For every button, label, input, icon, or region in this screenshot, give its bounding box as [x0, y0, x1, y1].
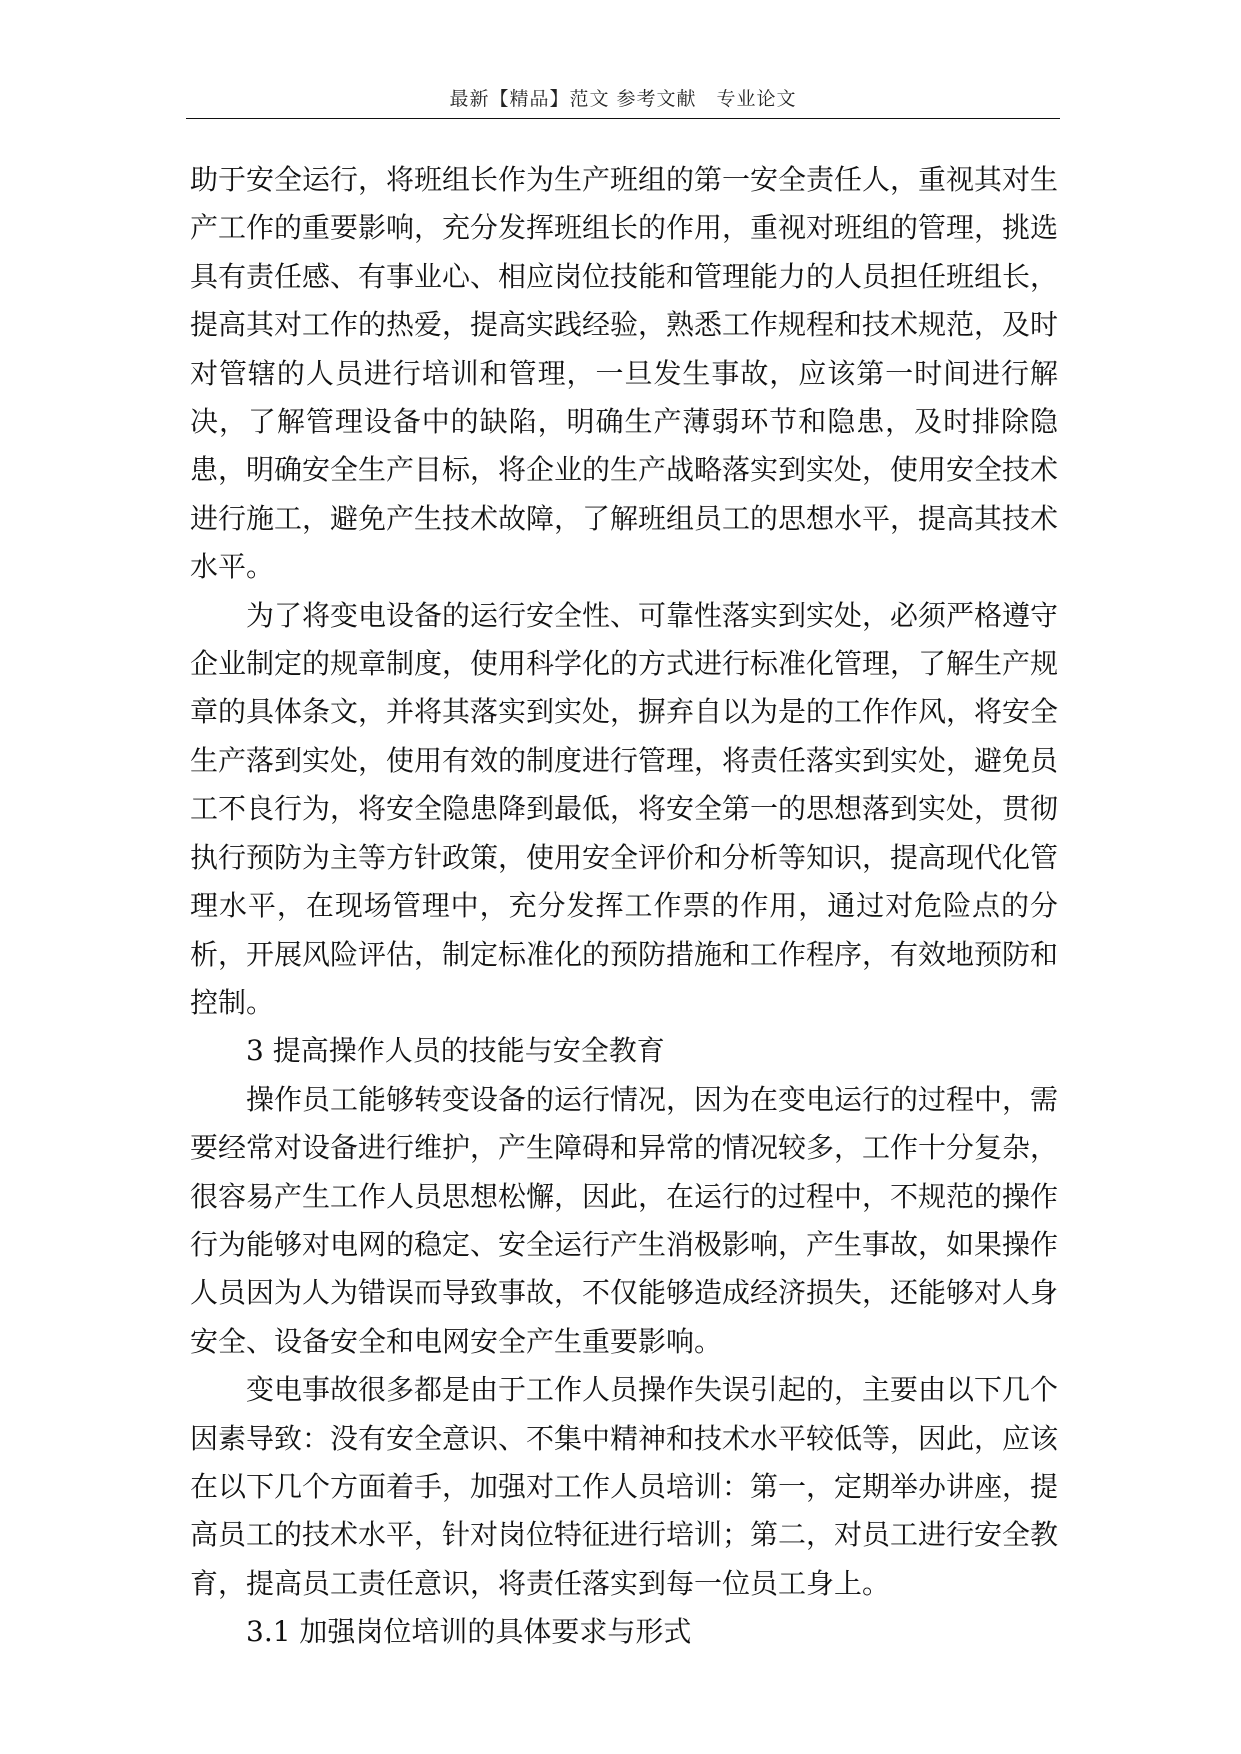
- section-heading-3-1: 3.1 加强岗位培训的具体要求与形式: [246, 1615, 692, 1649]
- paragraph-operator-impact: 操作员工能够转变设备的运行情况，因为在变电运行的过程中，需要经常对设备进行维护，产生障碍和异常的情况较多，工作十分复杂，很容易产生工作人员思想松懈，因此，在运行的过程中，不规范的操作行为能够对电网的稳定、安全运行产生消极影响，产生事故，如果操作人员因为人为错误而导致事故，不仅能够造成经济损失，还能够对人身安全、设备安全和电网安全产生重要影响。: [190, 1082, 1059, 1358]
- paragraph-continuation: 助于安全运行，将班组长作为生产班组的第一安全责任人，重视其对生产工作的重要影响，充分发挥班组长的作用，重视对班组的管理，挑选具有责任感、有事业心、相应岗位技能和管理能力的人员担任班组长，提高其对工作的热爱，提高实践经验，熟悉工作规程和技术规范，及时对管辖的人员进行培训和管理，一旦发生事故，应该第一时间进行解决，了解管理设备中的缺陷，明确生产薄弱环节和隐患，及时排除隐患，明确安全生产目标，将企业的生产战略落实到实处，使用安全技术进行施工，避免产生技术故障，了解班组员工的思想水平，提高其技术水平。: [190, 163, 1059, 584]
- header-rule: [186, 118, 1060, 119]
- paragraph-training-measures: 变电事故很多都是由于工作人员操作失误引起的，主要由以下几个因素导致：没有安全意识、不集中精神和技术水平较低等，因此，应该在以下几个方面着手，加强对工作人员培训：第一，定期举办讲座，提高员工的技术水平，针对岗位特征进行培训；第二，对员工进行安全教育，提高员工责任意识，将责任落实到每一位员工身上。: [190, 1373, 1059, 1600]
- section-heading-3: 3 提高操作人员的技能与安全教育: [246, 1034, 665, 1068]
- page-header: 最新【精品】范文 参考文献 专业论文: [449, 88, 797, 110]
- document-body: [190, 156, 1058, 1657]
- paragraph-standardized-management: 为了将变电设备的运行安全性、可靠性落实到实处，必须严格遵守企业制定的规章制度，使用科学化的方式进行标准化管理，了解生产规章的具体条文，并将其落实到实处，摒弃自以为是的工作作风，将安全生产落到实处，使用有效的制度进行管理，将责任落实到实处，避免员工不良行为，将安全隐患降到最低，将安全第一的思想落到实处，贯彻执行预防为主等方针政策，使用安全评价和分析等知识，提高现代化管理水平，在现场管理中，充分发挥工作票的作用，通过对危险点的分析，开展风险评估，制定标准化的预防措施和工作程序，有效地预防和控制。: [190, 598, 1059, 1019]
